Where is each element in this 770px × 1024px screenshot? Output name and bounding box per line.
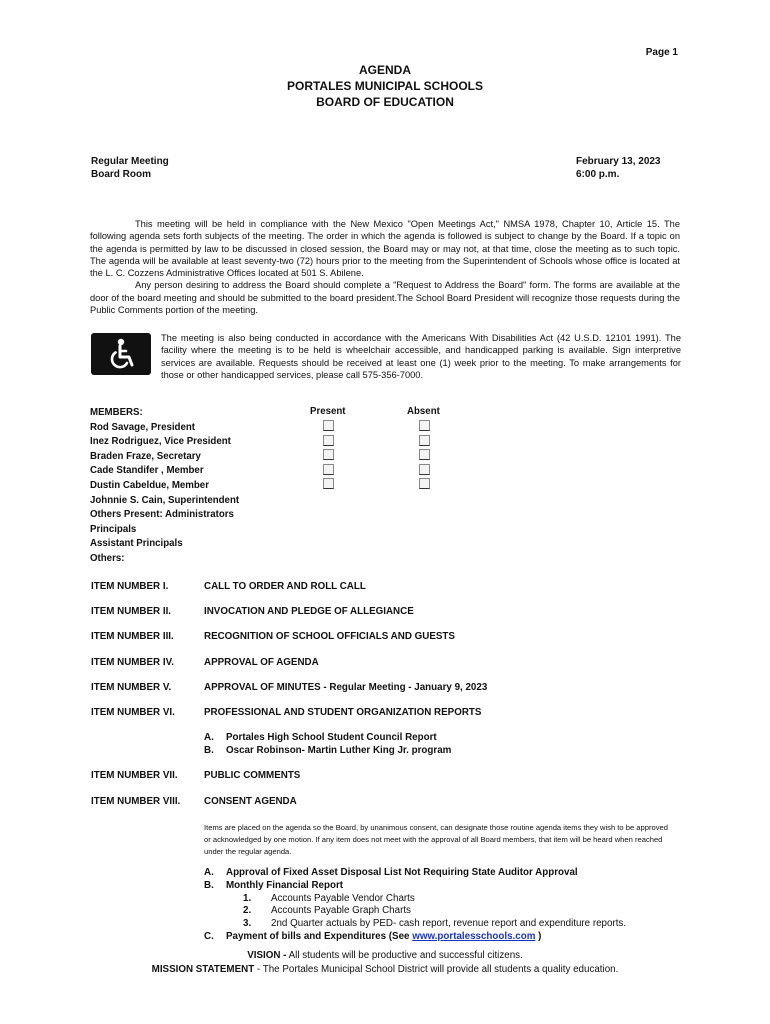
attendance-list xyxy=(90,406,239,567)
other-attendee: Johnnie S. Cain, Superintendent xyxy=(90,494,240,506)
mission-text: - The Portales Municipal School District will provide all students a quality education. xyxy=(256,964,619,975)
absent-checkbox[interactable] xyxy=(419,435,430,446)
item-title: CALL TO ORDER AND ROLL CALL xyxy=(204,581,366,592)
member-name: Inez Rodriguez, Vice President xyxy=(90,436,231,448)
sub-item-letter: B. xyxy=(204,745,214,756)
item-label: ITEM NUMBER IV. xyxy=(91,657,174,668)
consent-item-text: Approval of Fixed Asset Disposal List Not Requiring State Auditor Approval xyxy=(226,867,578,878)
report-text: 2nd Quarter actuals by PED- cash report, revenue report and expenditure reports. xyxy=(271,918,627,929)
present-checkbox[interactable] xyxy=(323,464,334,475)
report-number: 2. xyxy=(243,905,252,916)
mission-statement xyxy=(0,963,770,977)
present-checkbox[interactable] xyxy=(323,435,334,446)
ada-notice: The meeting is also being conducted in accordance with the Americans With Disabilities Act (42 U.S.D. 12101 1991). The facility where the meeting is to be held is wheelchair accessible, and handicapped parking is available. Sign interpretive services are available. Requests should be received at least one (1) week prior to the meeting. To make arrangements for those or other handicapped services, please call 575-356-7000. xyxy=(161,333,681,380)
item-title: INVOCATION AND PLEDGE OF ALLEGIANCE xyxy=(204,606,414,617)
member-name: Dustin Cabeldue, Member xyxy=(90,479,209,491)
meeting-date: February 13, 2023 xyxy=(576,156,661,167)
report-text: Accounts Payable Vendor Charts xyxy=(271,893,415,904)
report-number: 3. xyxy=(243,918,252,929)
absent-checkbox[interactable] xyxy=(419,420,430,431)
request-to-address-paragraph: Any person desiring to address the Board should complete a "Request to Address the Board" form. The forms are available at the door of the board meeting and should be submitted to the board president.The School Board President will recognize those requests during the Public Comments portion of the meeting. xyxy=(90,280,680,316)
item-title: PROFESSIONAL AND STUDENT ORGANIZATION REPORTS xyxy=(204,707,482,718)
report-text: Accounts Payable Graph Charts xyxy=(271,905,411,916)
item-title: CONSENT AGENDA xyxy=(204,796,297,807)
item-title: PUBLIC COMMENTS xyxy=(204,770,301,781)
item-label: ITEM NUMBER III. xyxy=(91,631,174,642)
item-label: ITEM NUMBER I. xyxy=(91,581,169,592)
other-attendee: Assistant Principals xyxy=(90,538,183,550)
item-title: APPROVAL OF AGENDA xyxy=(204,657,319,668)
intro-text xyxy=(90,218,680,316)
page-number: Page 1 xyxy=(645,47,678,58)
consent-letter: C. xyxy=(204,931,214,942)
item-label: ITEM NUMBER VIII. xyxy=(91,796,181,807)
consent-letter: A. xyxy=(204,867,214,878)
report-number: 1. xyxy=(243,893,252,904)
consent-note: Items are placed on the agenda so the Board, by unanimous consent, can designate those routine agenda items they wish to be approved or acknowledged by one motion. If any item does not meet with the approval of all Board members, that item will be heard when reached under the regular agenda. xyxy=(204,823,668,856)
absent-checkbox[interactable] xyxy=(419,449,430,460)
mission-label: MISSION STATEMENT xyxy=(151,964,255,975)
absent-checkbox[interactable] xyxy=(419,464,430,475)
other-attendee: Principals xyxy=(90,523,137,535)
sub-item-text: Oscar Robinson- Martin Luther King Jr. program xyxy=(226,745,452,756)
absent-checkbox[interactable] xyxy=(419,478,430,489)
other-attendee: Others: xyxy=(90,552,125,564)
wheelchair-icon xyxy=(91,333,151,375)
closing-paren: ) xyxy=(538,931,542,942)
meeting-type: Regular Meeting xyxy=(91,156,169,167)
member-name: Braden Fraze, Secretary xyxy=(90,450,201,462)
title-district: PORTALES MUNICIPAL SCHOOLS xyxy=(286,79,483,93)
consent-item-c xyxy=(226,931,541,944)
members-label: MEMBERS: xyxy=(90,407,143,418)
item-label: ITEM NUMBER II. xyxy=(91,606,172,617)
meeting-location: Board Room xyxy=(91,169,151,180)
item-label: ITEM NUMBER V. xyxy=(91,682,172,693)
absent-header: Absent xyxy=(407,406,440,417)
present-checkbox[interactable] xyxy=(323,478,334,489)
vision-text: All students will be productive and successful citizens. xyxy=(288,950,523,961)
item-label: ITEM NUMBER VI. xyxy=(91,707,175,718)
consent-letter: B. xyxy=(204,880,214,891)
member-name: Cade Standifer , Member xyxy=(90,465,204,477)
title-board: BOARD OF EDUCATION xyxy=(316,95,454,109)
vision-statement xyxy=(0,949,770,963)
consent-item-text: Monthly Financial Report xyxy=(226,880,344,891)
member-name: Rod Savage, President xyxy=(90,421,195,433)
present-header: Present xyxy=(310,406,346,417)
consent-item-text: Payment of bills and Expenditures (See xyxy=(226,931,410,942)
item-title: RECOGNITION OF SCHOOL OFFICIALS AND GUESTS xyxy=(204,631,455,642)
item-title: APPROVAL OF MINUTES - Regular Meeting - January 9, 2023 xyxy=(204,682,488,693)
vision-label: VISION - xyxy=(247,950,287,961)
meeting-time: 6:00 p.m. xyxy=(576,169,620,180)
open-meetings-paragraph: This meeting will be held in compliance with the New Mexico "Open Meetings Act," NMSA 1978, Chapter 10, Article 15. The following agenda sets forth subjects of the meeting. The order in which the agenda is followed is subject to change by the Board. If a topic on the agenda is permitted by law to be discussed in closed session, the Board may or may not, at that time, close the meeting as to such topic. The agenda will be available at least seventy-two (72) hours prior to the meeting from the Superintendent of Schools whose office is located at the L. C. Cozzens Administrative Offices located at 501 S. Abilene. xyxy=(90,219,680,279)
other-attendee: Others Present: Administrators xyxy=(90,509,234,521)
title-agenda: AGENDA xyxy=(358,63,411,77)
sub-item-letter: A. xyxy=(204,732,214,743)
present-checkbox[interactable] xyxy=(323,420,334,431)
present-checkbox[interactable] xyxy=(323,449,334,460)
sub-item-text: Portales High School Student Council Report xyxy=(226,732,437,743)
item-label: ITEM NUMBER VII. xyxy=(91,770,178,781)
district-website-link[interactable]: www.portalesschools.com xyxy=(412,931,536,942)
